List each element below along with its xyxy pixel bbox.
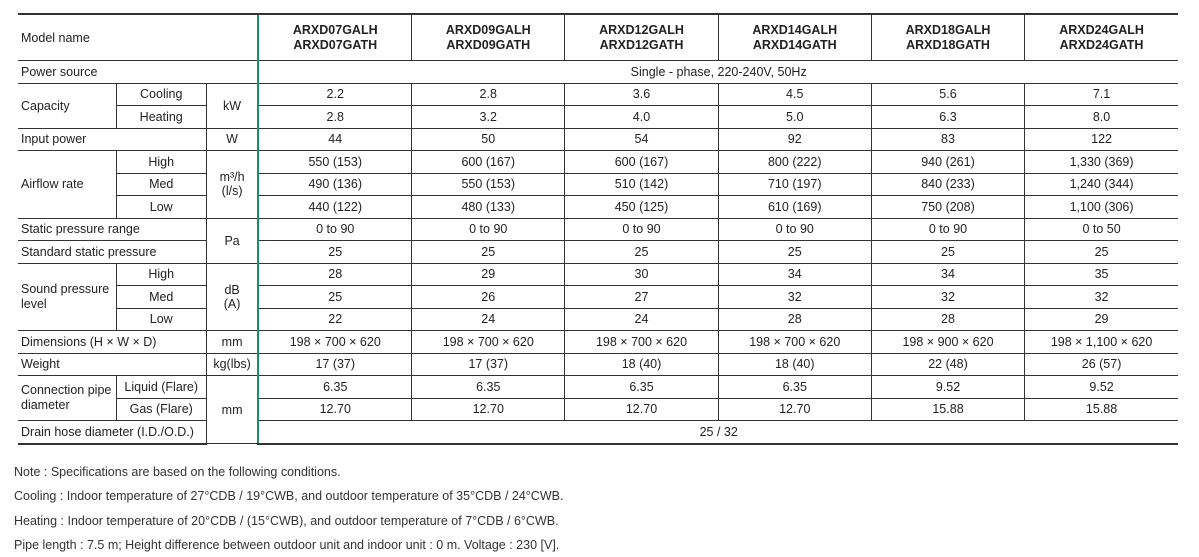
value-cell: 28	[871, 308, 1024, 331]
model-header	[718, 14, 871, 61]
spec-row-sound-high	[18, 263, 1178, 286]
model-code: ARXD24GALH	[1059, 22, 1144, 37]
value-cell: 450 (125)	[565, 196, 718, 219]
value-cell: 198 × 1,100 × 620	[1025, 331, 1178, 354]
spec-row-drain	[18, 421, 1178, 444]
heating-label: Heating	[116, 106, 206, 129]
spec-row-heating	[18, 106, 1178, 129]
value-cell: 29	[1025, 308, 1178, 331]
pa-unit: Pa	[206, 218, 258, 263]
model-code: ARXD12GATH	[599, 37, 684, 52]
value-cell: 12.70	[412, 398, 565, 421]
model-name-label: Model name	[18, 14, 258, 61]
value-cell: 3.2	[412, 106, 565, 129]
airflow-unit	[206, 151, 258, 219]
db-unit-a: (A)	[223, 296, 241, 311]
value-cell: 26	[412, 286, 565, 309]
spec-row-standard-static	[18, 241, 1178, 264]
value-cell: 34	[871, 263, 1024, 286]
input-power-label: Input power	[18, 128, 206, 151]
mm-unit: mm	[206, 331, 258, 354]
header-row	[18, 14, 1178, 61]
value-cell: 17 (37)	[412, 353, 565, 376]
value-cell: 25	[412, 241, 565, 264]
value-cell: 25	[258, 286, 411, 309]
value-cell: 9.52	[871, 376, 1024, 399]
model-code: ARXD14GALH	[752, 22, 838, 37]
spec-row-air-low	[18, 196, 1178, 219]
value-cell: 5.0	[718, 106, 871, 129]
value-cell: 550 (153)	[258, 151, 411, 174]
model-code: ARXD07GATH	[293, 37, 378, 52]
spec-row-weight	[18, 353, 1178, 376]
value-cell: 6.35	[412, 376, 565, 399]
weight-label: Weight	[18, 353, 206, 376]
value-cell: 34	[718, 263, 871, 286]
airflow-med-label: Med	[116, 173, 206, 196]
value-cell: 550 (153)	[412, 173, 565, 196]
airflow-unit-m3h: m³/h	[219, 170, 245, 185]
value-cell: 50	[412, 128, 565, 151]
value-cell: 12.70	[258, 398, 411, 421]
value-cell: 750 (208)	[871, 196, 1024, 219]
value-cell: 940 (261)	[871, 151, 1024, 174]
model-code: ARXD14GATH	[752, 37, 837, 52]
db-unit-db: dB	[224, 282, 240, 297]
value-cell: 28	[718, 308, 871, 331]
value-cell: 0 to 90	[565, 218, 718, 241]
value-cell: 30	[565, 263, 718, 286]
value-cell: 600 (167)	[412, 151, 565, 174]
spec-row-power-source	[18, 61, 1178, 84]
note-3: Pipe length : 7.5 m; Height difference between outdoor unit and indoor unit : 0 m. Voltage : 230 [V].	[14, 537, 560, 552]
value-cell: 6.3	[871, 106, 1024, 129]
value-cell: 6.35	[258, 376, 411, 399]
value-cell: 44	[258, 128, 411, 151]
spec-row-air-high	[18, 151, 1178, 174]
value-cell: 28	[258, 263, 411, 286]
value-cell: 8.0	[1025, 106, 1178, 129]
spec-row-gas	[18, 398, 1178, 421]
value-cell: 2.8	[258, 106, 411, 129]
value-cell: 7.1	[1025, 83, 1178, 106]
value-cell: 198 × 700 × 620	[718, 331, 871, 354]
value-cell: 198 × 900 × 620	[871, 331, 1024, 354]
note-2: Heating : Indoor temperature of 20°CDB / (15°CWB), and outdoor temperature of 7°CDB / 6°CWB.	[14, 513, 559, 528]
value-cell: 32	[718, 286, 871, 309]
value-cell: 22	[258, 308, 411, 331]
value-cell: 1,330 (369)	[1025, 151, 1178, 174]
cooling-label: Cooling	[116, 83, 206, 106]
value-cell: 480 (133)	[412, 196, 565, 219]
sound-high-label: High	[116, 263, 206, 286]
value-cell: 198 × 700 × 620	[412, 331, 565, 354]
model-header	[1025, 14, 1178, 61]
airflow-unit-ls: (l/s)	[221, 184, 243, 199]
model-header	[871, 14, 1024, 61]
static-range-label: Static pressure range	[18, 218, 206, 241]
model-code: ARXD18GALH	[905, 22, 991, 37]
value-cell: 17 (37)	[258, 353, 411, 376]
model-header	[565, 14, 718, 61]
value-cell: 25	[565, 241, 718, 264]
value-cell: 15.88	[1025, 398, 1178, 421]
spec-row-air-med	[18, 173, 1178, 196]
w-unit: W	[206, 128, 258, 151]
model-header	[412, 14, 565, 61]
liquid-label: Liquid (Flare)	[116, 376, 206, 399]
value-cell: 610 (169)	[718, 196, 871, 219]
standard-static-label: Standard static pressure	[18, 241, 206, 264]
value-cell: 198 × 700 × 620	[565, 331, 718, 354]
model-code: ARXD09GALH	[445, 22, 531, 37]
value-cell: 27	[565, 286, 718, 309]
spec-row-liquid	[18, 376, 1178, 399]
value-cell: 22 (48)	[871, 353, 1024, 376]
value-cell: 440 (122)	[258, 196, 411, 219]
spec-row-input-power	[18, 128, 1178, 151]
value-cell: 1,100 (306)	[1025, 196, 1178, 219]
power-source-label: Power source	[18, 61, 258, 84]
notes	[14, 460, 563, 557]
spec-table	[18, 13, 1178, 445]
value-cell: 0 to 90	[718, 218, 871, 241]
drain-label: Drain hose diameter (I.D./O.D.)	[18, 421, 206, 444]
value-cell: 29	[412, 263, 565, 286]
spec-row-sound-low	[18, 308, 1178, 331]
value-cell: 32	[1025, 286, 1178, 309]
value-cell: 2.8	[412, 83, 565, 106]
spec-row-static-range	[18, 218, 1178, 241]
value-cell: 1,240 (344)	[1025, 173, 1178, 196]
spec-row-cooling	[18, 83, 1178, 106]
value-cell: 24	[412, 308, 565, 331]
model-code: ARXD12GALH	[599, 22, 684, 37]
model-code: ARXD09GATH	[446, 37, 531, 52]
value-cell: 0 to 90	[258, 218, 411, 241]
sound-low-label: Low	[116, 308, 206, 331]
db-unit	[206, 263, 258, 331]
capacity-label: Capacity	[18, 83, 116, 128]
value-cell: Single - phase, 220-240V, 50Hz	[258, 61, 1178, 84]
dimensions-label: Dimensions (H × W × D)	[18, 331, 206, 354]
model-code: ARXD18GATH	[906, 37, 990, 52]
value-cell: 25 / 32	[258, 421, 1178, 444]
model-code: ARXD07GALH	[292, 22, 378, 37]
spec-row-dimensions	[18, 331, 1178, 354]
pipe-mm-unit: mm	[206, 376, 258, 444]
value-cell: 600 (167)	[565, 151, 718, 174]
value-cell: 800 (222)	[718, 151, 871, 174]
value-cell: 0 to 90	[871, 218, 1024, 241]
value-cell: 198 × 700 × 620	[258, 331, 411, 354]
value-cell: 25	[718, 241, 871, 264]
value-cell: 83	[871, 128, 1024, 151]
gas-label: Gas (Flare)	[116, 398, 206, 421]
connection-label: Connection pipe diameter	[18, 376, 116, 421]
note-1: Cooling : Indoor temperature of 27°CDB / 19°CWB, and outdoor temperature of 35°CDB / 24°CWB.	[14, 489, 564, 504]
value-cell: 25	[1025, 241, 1178, 264]
airflow-high-label: High	[116, 151, 206, 174]
value-cell: 6.35	[718, 376, 871, 399]
value-cell: 710 (197)	[718, 173, 871, 196]
value-cell: 0 to 90	[412, 218, 565, 241]
value-cell: 25	[258, 241, 411, 264]
value-cell: 26 (57)	[1025, 353, 1178, 376]
value-cell: 15.88	[871, 398, 1024, 421]
value-cell: 122	[1025, 128, 1178, 151]
value-cell: 4.0	[565, 106, 718, 129]
sound-label: Sound pressure level	[18, 263, 116, 331]
value-cell: 35	[1025, 263, 1178, 286]
value-cell: 3.6	[565, 83, 718, 106]
value-cell: 6.35	[565, 376, 718, 399]
value-cell: 0 to 50	[1025, 218, 1178, 241]
airflow-low-label: Low	[116, 196, 206, 219]
note-0: Note : Specifications are based on the following conditions.	[14, 465, 341, 479]
value-cell: 54	[565, 128, 718, 151]
value-cell: 9.52	[1025, 376, 1178, 399]
value-cell: 92	[718, 128, 871, 151]
spec-row-sound-med	[18, 286, 1178, 309]
value-cell: 24	[565, 308, 718, 331]
model-code: ARXD24GATH	[1059, 37, 1144, 52]
kg-unit: kg(lbs)	[206, 353, 258, 376]
value-cell: 510 (142)	[565, 173, 718, 196]
value-cell: 32	[871, 286, 1024, 309]
value-cell: 12.70	[718, 398, 871, 421]
value-cell: 2.2	[258, 83, 411, 106]
value-cell: 18 (40)	[565, 353, 718, 376]
value-cell: 4.5	[718, 83, 871, 106]
airflow-label: Airflow rate	[18, 151, 116, 219]
model-header	[258, 14, 411, 61]
value-cell: 18 (40)	[718, 353, 871, 376]
value-cell: 5.6	[871, 83, 1024, 106]
value-cell: 25	[871, 241, 1024, 264]
kw-unit: kW	[206, 83, 258, 128]
value-cell: 490 (136)	[258, 173, 411, 196]
value-cell: 840 (233)	[871, 173, 1024, 196]
value-cell: 12.70	[565, 398, 718, 421]
sound-med-label: Med	[116, 286, 206, 309]
